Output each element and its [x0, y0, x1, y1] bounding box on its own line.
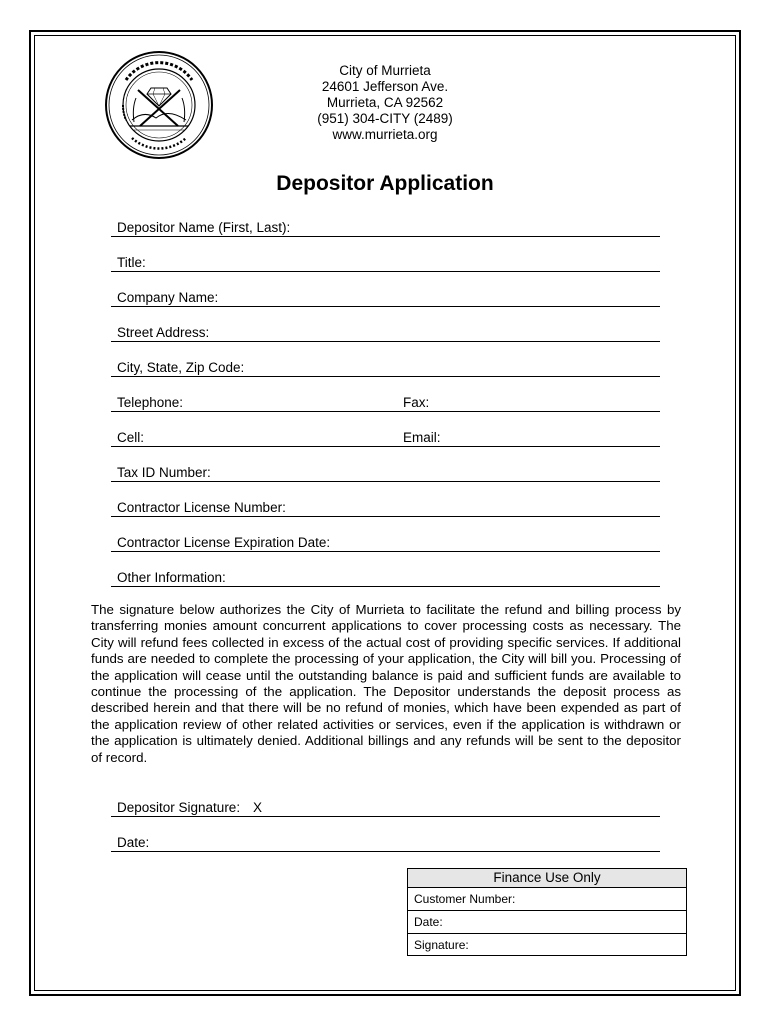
company-name-input[interactable] — [225, 289, 658, 306]
telephone-input[interactable] — [191, 394, 396, 411]
address-line: (951) 304-CITY (2489) — [317, 111, 453, 126]
finance-signature-input[interactable] — [520, 937, 682, 955]
field-label: Other Information: — [117, 570, 226, 585]
field-label: Email: — [403, 430, 441, 445]
other-information-input[interactable] — [235, 569, 658, 586]
contractor-license-expiration-input[interactable] — [341, 534, 658, 551]
finance-row-label: Signature: — [414, 938, 469, 952]
signature-date-input[interactable] — [153, 834, 658, 851]
field-label: Depositor Name (First, Last): — [117, 220, 291, 235]
finance-use-only-box — [407, 868, 687, 956]
city-state-zip-input[interactable] — [253, 359, 658, 376]
title-field[interactable] — [111, 254, 660, 272]
finance-row-signature[interactable] — [408, 934, 686, 956]
other-information-field[interactable] — [111, 569, 660, 587]
street-address-input[interactable] — [217, 324, 658, 341]
email-input[interactable] — [445, 429, 658, 446]
cell-email-field[interactable] — [111, 429, 660, 447]
customer-number-input[interactable] — [520, 891, 682, 909]
tax-id-field[interactable] — [111, 464, 660, 482]
city-state-zip-field[interactable] — [111, 359, 660, 377]
finance-row-label: Date: — [414, 915, 443, 929]
contractor-license-number-input[interactable] — [295, 499, 658, 516]
finance-row-label: Customer Number: — [414, 892, 516, 906]
telephone-fax-field[interactable] — [111, 394, 660, 412]
address-line: www.murrieta.org — [332, 127, 438, 142]
tax-id-input[interactable] — [219, 464, 658, 481]
field-label: Street Address: — [117, 325, 210, 340]
title-input[interactable] — [153, 254, 658, 271]
street-address-field[interactable] — [111, 324, 660, 342]
company-name-field[interactable] — [111, 289, 660, 307]
address-line: 24601 Jefferson Ave. — [321, 79, 449, 94]
finance-date-input[interactable] — [520, 914, 682, 932]
form-title: Depositor Application — [276, 172, 494, 195]
field-label: Company Name: — [117, 290, 219, 305]
depositor-signature-input[interactable] — [271, 799, 658, 816]
cell-input[interactable] — [151, 429, 396, 446]
field-label: Tax ID Number: — [117, 465, 211, 480]
signature-date-field[interactable] — [111, 834, 660, 852]
finance-row-date[interactable] — [408, 911, 686, 934]
city-address — [285, 63, 485, 143]
finance-heading: Finance Use Only — [408, 869, 686, 888]
depositor-name-input[interactable] — [301, 219, 658, 236]
finance-row-customer-number[interactable] — [408, 888, 686, 911]
field-label: City, State, Zip Code: — [117, 360, 245, 375]
contractor-license-number-field[interactable] — [111, 499, 660, 517]
address-line: Murrieta, CA 92562 — [326, 95, 444, 110]
depositor-name-field[interactable] — [111, 219, 660, 237]
field-label: Date: — [117, 835, 150, 850]
city-seal-icon — [104, 50, 214, 160]
field-label: Depositor Signature: — [117, 800, 241, 815]
signature-x-mark: X — [253, 800, 263, 815]
field-label: Telephone: — [117, 395, 184, 410]
field-label: Fax: — [403, 395, 430, 410]
fax-input[interactable] — [433, 394, 658, 411]
depositor-signature-field[interactable] — [111, 799, 660, 817]
field-label: Contractor License Number: — [117, 500, 286, 515]
field-label: Contractor License Expiration Date: — [117, 535, 331, 550]
field-label: Cell: — [117, 430, 145, 445]
contractor-license-expiration-field[interactable] — [111, 534, 660, 552]
address-line: City of Murrieta — [339, 63, 431, 78]
authorization-paragraph: The signature below authorizes the City of Murrieta to facilitate the refund and billing process by transferring monies amount concurrent applications to cover processing costs as necessary. The City will refund fees collected in excess of the actual cost of providing specific services. If additional funds are needed to complete the processing of your application, the City will bill you. Processing of the application will cease until the outstanding balance is paid and sufficient funds are available to continue the processing of the application. The Depositor understands the deposit process as described herein and that there will be no refund of monies, which have been expended as part of the application review of other related activities or services, even if the application is withdrawn or the application is ultimately denied. Additional billings and any refunds will be sent to the depositor of record. — [91, 602, 681, 765]
field-label: Title: — [117, 255, 146, 270]
